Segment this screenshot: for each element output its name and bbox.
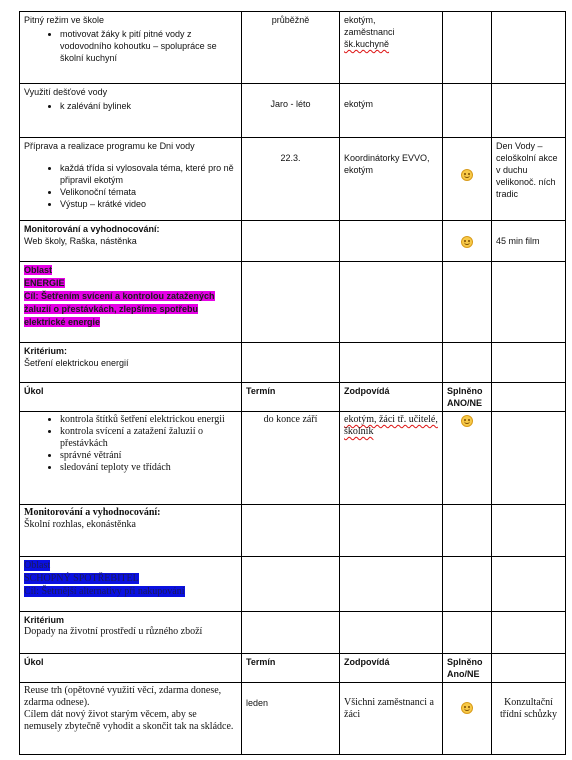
header-task: Úkol	[20, 654, 242, 683]
criterion-cell	[20, 343, 242, 383]
plan-table	[19, 11, 566, 755]
task-bullet: • kontrola svícení a zatažení žaluzií o přestávkách	[60, 426, 237, 450]
smiley-face-icon	[461, 702, 473, 714]
empty-cell	[340, 505, 443, 557]
task-title: Využití dešťové vody	[24, 87, 108, 97]
task-bullet: • každá třída si vylosovala téma, které pro ně připravil ekotým	[60, 162, 237, 186]
header-responsible: Zodpovídá	[340, 383, 443, 412]
task-bullets	[24, 162, 237, 210]
area-goal: Cíl: Šetrnější alternativy při nakupování	[24, 586, 185, 597]
area-name: ENERGIE	[24, 278, 65, 288]
term-value: Jaro - léto	[270, 99, 311, 109]
note-cell	[492, 683, 566, 755]
empty-cell	[492, 654, 566, 683]
monitoring-label: Monitorování a vyhodnocování:	[24, 507, 161, 518]
empty-cell	[492, 343, 566, 383]
responsible-value: ekotým, žáci tř. učitelé, školník	[344, 414, 438, 437]
term-cell	[242, 12, 340, 84]
term-value: průběžně	[271, 15, 310, 25]
responsible-value: Všichni zaměstnanci a žáci	[344, 697, 434, 720]
monitoring-text: Web školy, Raška, nástěnka	[24, 236, 137, 246]
table-row	[20, 343, 566, 383]
term-value: do konce září	[263, 414, 318, 425]
empty-cell	[443, 343, 492, 383]
task-bullet: • sledování teploty ve třídách	[60, 462, 237, 474]
area-name: SCHOPNÝ SPOTŘEBITEL	[24, 573, 139, 584]
responsible-cell	[340, 138, 443, 221]
criterion-label: Kritérium:	[24, 346, 68, 356]
note-value: Den Vody – celoškolní akce v duchu velikonoč. ních tradic	[496, 141, 558, 199]
note-cell	[492, 12, 566, 84]
criterion-label: Kritérium	[24, 615, 65, 625]
empty-cell	[242, 612, 340, 654]
empty-cell	[340, 612, 443, 654]
empty-cell	[492, 557, 566, 612]
note-cell	[492, 138, 566, 221]
criterion-text: Dopady na životní prostředí u různého zboží	[24, 626, 203, 637]
empty-cell	[340, 343, 443, 383]
responsible-cell	[340, 412, 443, 505]
task-bullet: • k zalévání bylinek	[60, 100, 237, 112]
table-row	[20, 12, 566, 84]
note-cell	[492, 412, 566, 505]
note-value: 45 min film	[496, 236, 540, 246]
table-header-row	[20, 383, 566, 412]
task-cell	[20, 412, 242, 505]
table-row	[20, 505, 566, 557]
header-done: Splněno ANO/NE	[443, 383, 492, 412]
responsible-value: Koordinátorky EVVO, ekotým	[344, 153, 430, 175]
empty-cell	[242, 505, 340, 557]
table-header-row	[20, 654, 566, 683]
responsible-cell	[340, 683, 443, 755]
task-cell	[20, 683, 242, 755]
table-row	[20, 683, 566, 755]
empty-cell	[242, 343, 340, 383]
note-cell	[492, 221, 566, 262]
monitoring-cell	[20, 221, 242, 262]
table-row	[20, 612, 566, 654]
status-cell	[443, 412, 492, 505]
term-value: 22.3.	[280, 153, 301, 163]
area-label: Oblast	[24, 265, 53, 275]
task-bullet: • správné větrání	[60, 450, 237, 462]
monitoring-label: Monitorování a vyhodnocování:	[24, 224, 160, 234]
table-row	[20, 84, 566, 138]
term-value: leden	[246, 698, 269, 708]
task-title: Příprava a realizace programu ke Dni vody	[24, 141, 195, 151]
area-cell-energie	[20, 262, 242, 343]
header-done: Splněno Ano/NE	[443, 654, 492, 683]
criterion-text: Šetření elektrickou energií	[24, 358, 129, 368]
responsible-value: ekotým	[344, 99, 374, 109]
empty-cell	[242, 262, 340, 343]
empty-cell	[443, 262, 492, 343]
task-bullet: • motivovat žáky k pití pitné vody z vodovodního kohoutku – spolupráce se školní kuchyní	[60, 28, 237, 64]
task-cell	[20, 138, 242, 221]
area-goal: Cíl: Šetřením svícení a kontrolou zatažených žaluzií o přestávkách, zlepšíme spotřebu elektrické energie	[24, 291, 215, 327]
task-text: Cílem dát nový život starým věcem, aby se nemusely zbytečně vyhodit a skončit tak na skládce.	[24, 709, 234, 732]
task-bullet: • Výstup – krátké video	[60, 198, 237, 210]
header-responsible: Zodpovídá	[340, 654, 443, 683]
empty-cell	[492, 383, 566, 412]
task-text: Reuse trh (opětovné využití věcí, zdarma donese, zdarma odnese).	[24, 685, 222, 708]
table-row	[20, 262, 566, 343]
area-label: Oblast	[24, 560, 51, 571]
monitoring-cell	[20, 505, 242, 557]
status-cell	[443, 12, 492, 84]
header-term: Termín	[242, 383, 340, 412]
header-task: Úkol	[20, 383, 242, 412]
empty-cell	[340, 221, 443, 262]
header-term: Termín	[242, 654, 340, 683]
smiley-face-icon	[461, 415, 473, 427]
empty-cell	[492, 505, 566, 557]
empty-cell	[340, 262, 443, 343]
term-cell	[242, 138, 340, 221]
responsible-line: zaměstnanci	[344, 27, 395, 37]
task-bullet: • kontrola štítků šetření elektrickou energii	[60, 414, 237, 426]
status-cell	[443, 683, 492, 755]
area-cell-spotrebitel	[20, 557, 242, 612]
empty-cell	[242, 557, 340, 612]
responsible-line: šk.kuchyně	[344, 39, 390, 49]
empty-cell	[443, 557, 492, 612]
task-bullet: • Velikonoční témata	[60, 186, 237, 198]
empty-cell	[242, 221, 340, 262]
task-title: Pitný režim ve škole	[24, 15, 105, 25]
term-cell	[242, 683, 340, 755]
task-cell	[20, 12, 242, 84]
task-bullets	[24, 28, 237, 64]
monitoring-text: Školní rozhlas, ekonástěnka	[24, 519, 136, 530]
table-row	[20, 557, 566, 612]
criterion-cell	[20, 612, 242, 654]
note-value: Konzultační třídní schůzky	[500, 697, 557, 720]
term-cell	[242, 84, 340, 138]
empty-cell	[443, 505, 492, 557]
empty-cell	[492, 612, 566, 654]
status-cell	[443, 138, 492, 221]
empty-cell	[340, 557, 443, 612]
empty-cell	[492, 262, 566, 343]
smiley-face-icon	[461, 236, 473, 248]
task-cell	[20, 84, 242, 138]
task-bullets	[24, 100, 237, 112]
task-bullets	[24, 414, 237, 474]
table-row	[20, 412, 566, 505]
status-cell	[443, 221, 492, 262]
table-row	[20, 221, 566, 262]
note-cell	[492, 84, 566, 138]
empty-cell	[443, 612, 492, 654]
responsible-cell	[340, 84, 443, 138]
responsible-line: ekotým,	[344, 15, 376, 25]
smiley-face-icon	[461, 169, 473, 181]
status-cell	[443, 84, 492, 138]
table-row	[20, 138, 566, 221]
term-cell	[242, 412, 340, 505]
responsible-cell	[340, 12, 443, 84]
